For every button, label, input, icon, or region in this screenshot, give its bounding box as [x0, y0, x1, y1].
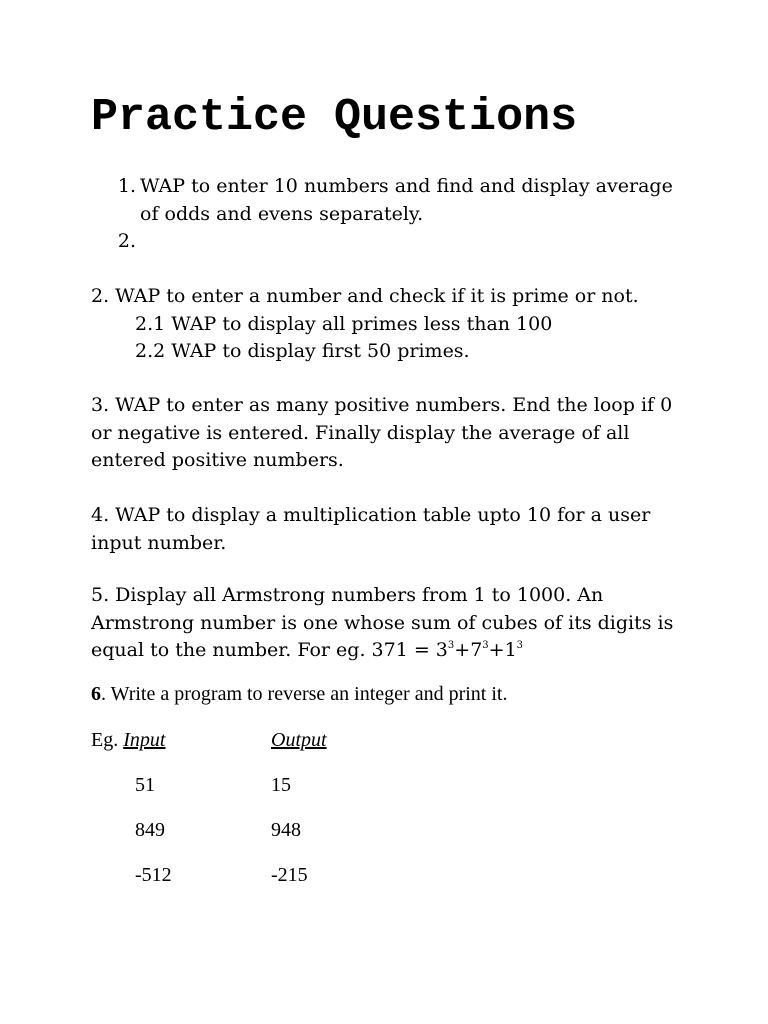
output-header: Output — [271, 729, 327, 751]
exponent: 3 — [482, 640, 489, 651]
digit: 3 — [435, 639, 448, 661]
exponent: 3 — [447, 640, 455, 651]
output-value: 948 — [271, 819, 301, 841]
table-row — [91, 771, 491, 816]
question-6-number: 6 — [91, 683, 101, 705]
list-item — [91, 173, 691, 228]
output-value: 15 — [271, 774, 291, 796]
input-header: Input — [123, 729, 166, 751]
input-value: 849 — [135, 819, 165, 841]
plus-sign: + — [454, 639, 471, 661]
question-5 — [91, 582, 681, 665]
example-header-row — [91, 726, 491, 771]
question-3-text: 3. WAP to enter as many positive numbers. End the loop if 0 or negative is entered. Finally display the average of all entered positive numbers. — [91, 394, 673, 471]
plus-sign: + — [488, 639, 505, 661]
question-6-text: . Write a program to reverse an integer and print it. — [101, 683, 508, 705]
list-item-text — [136, 228, 675, 256]
list-item-number: 1. — [117, 175, 136, 197]
example-header-input — [91, 726, 165, 754]
question-6 — [91, 680, 507, 708]
input-value: -512 — [135, 864, 172, 886]
numbered-list — [91, 173, 691, 256]
input-value: 51 — [135, 774, 155, 796]
question-4-text: 4. WAP to display a multiplication table upto 10 for a user input number. — [91, 504, 651, 554]
list-item-text: WAP to enter 10 numbers and find and display average of odds and evens separately. — [140, 175, 673, 225]
question-2-1-text: 2.1 WAP to display all primes less than 100 — [135, 312, 553, 335]
digit: 1 — [504, 639, 517, 661]
example-prefix: Eg. — [91, 729, 124, 751]
output-value: -215 — [271, 864, 308, 886]
list-item-number: 2. — [117, 230, 136, 252]
digit: 7 — [470, 639, 483, 661]
question-3 — [91, 392, 681, 475]
question-2 — [91, 283, 681, 366]
question-2-2-text: 2.2 WAP to display first 50 primes. — [135, 340, 470, 362]
list-item — [91, 228, 691, 256]
table-row — [91, 861, 491, 906]
question-4 — [91, 502, 681, 557]
question-5-text: 5. Display all Armstrong numbers from 1 to 1000. An Armstrong number is one whose sum of cubes of its digits is equal to the number. For eg. 371 = — [91, 584, 674, 661]
page-title: Practice Questions — [91, 92, 578, 143]
question-2-text: 2. WAP to enter a number and check if it is prime or not. — [91, 285, 639, 307]
exponent: 3 — [516, 640, 524, 651]
example-table — [91, 726, 491, 906]
table-row — [91, 816, 491, 861]
